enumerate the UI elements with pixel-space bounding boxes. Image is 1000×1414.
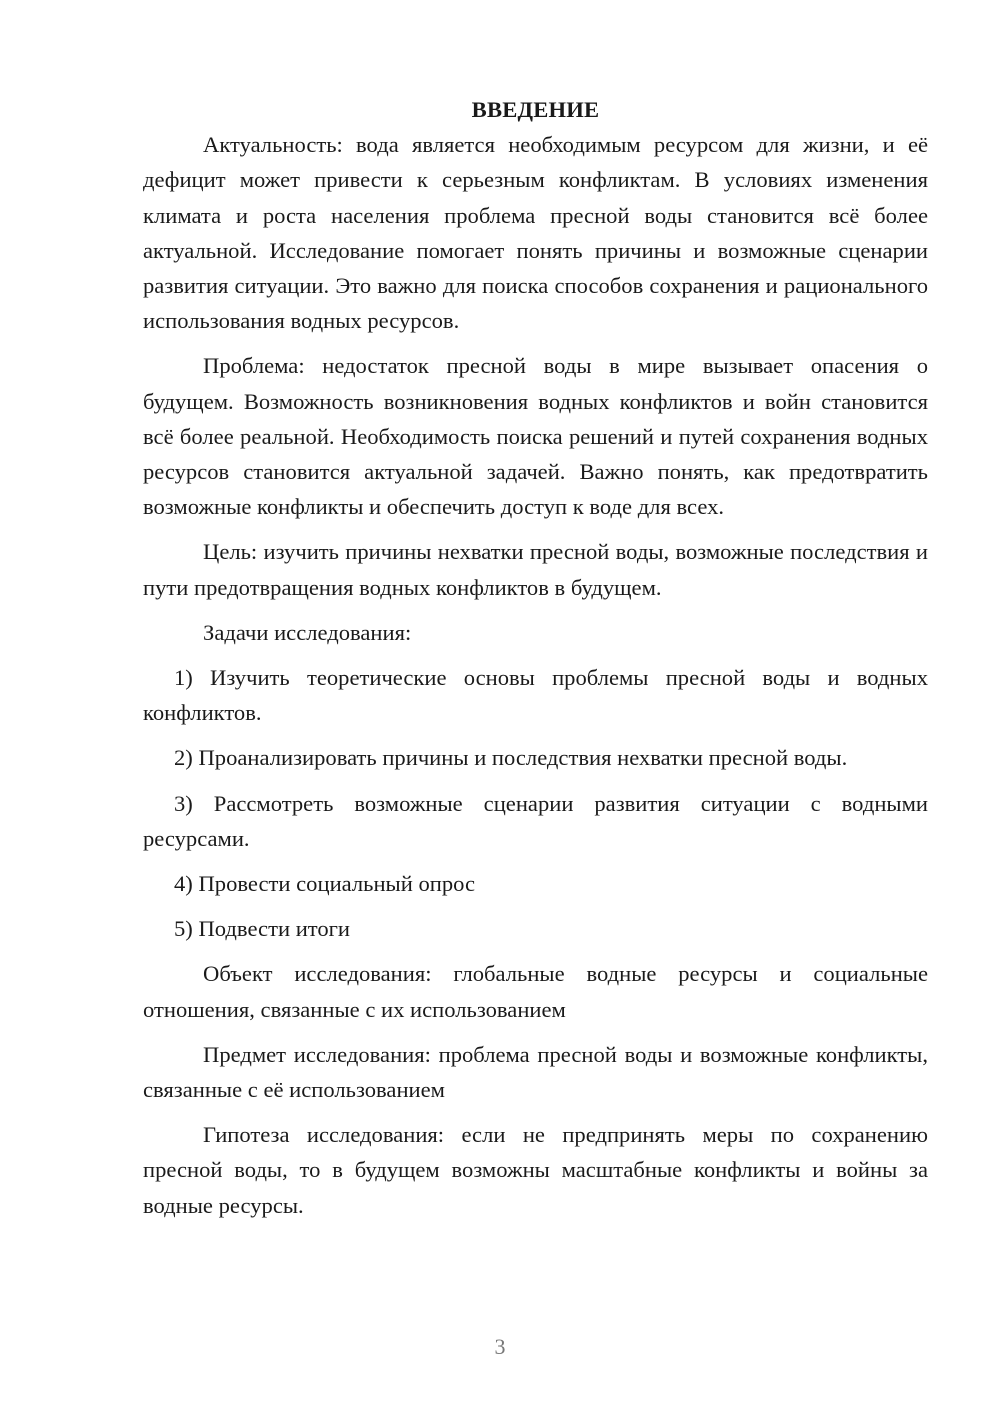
page-heading: ВВЕДЕНИЕ bbox=[471, 97, 600, 122]
subject-paragraph: Предмет исследования: проблема пресной воды и возможные конфликты, связанные с её использованием bbox=[143, 1041, 928, 1103]
task-item: 1) Изучить теоретические основы проблемы пресной воды и водных конфликтов. bbox=[143, 665, 928, 726]
hypothesis-paragraph: Гипотеза исследования: если не предпринять меры по сохранению пресной воды, то в будущем возможны масштабные конфликты и войны за водные ресурсы. bbox=[143, 1122, 928, 1218]
page-number: 3 bbox=[494, 1334, 506, 1359]
problem-paragraph: Проблема: недостаток пресной воды в мире вызывает опасения о будущем. Возможность возникновения водных конфликтов и войн становится всё более реальной. Необходимость поиска решений и путей сохранения водных ресурсов становится актуальной задачей. Важно понять, как предотвратить возможные конфликты и обеспечить доступ к воде для всех. bbox=[143, 353, 928, 520]
tasks-heading: Задачи исследования: bbox=[203, 619, 412, 645]
goal-paragraph: Цель: изучить причины нехватки пресной воды, возможные последствия и пути предотвращения водных конфликтов в будущем. bbox=[143, 539, 928, 600]
task-item: 2) Проанализировать причины и последствия нехватки пресной воды. bbox=[174, 745, 848, 771]
task-item: 5) Подвести итоги bbox=[174, 916, 351, 942]
task-item: 3) Рассмотреть возможные сценарии развития ситуации с водными ресурсами. bbox=[143, 790, 928, 851]
object-paragraph: Объект исследования: глобальные водные ресурсы и социальные отношения, связанные с их использованием bbox=[143, 961, 928, 1022]
relevance-paragraph: Актуальность: вода является необходимым ресурсом для жизни, и её дефицит может привести к серьезным конфликтам. В условиях изменения климата и роста населения проблема пресной воды становится всё более актуальной. Исследование помогает понять причины и возможные сценарии развития ситуации. Это важно для поиска способов сохранения и рационального использования водных ресурсов. bbox=[143, 132, 928, 334]
page-content bbox=[143, 92, 928, 1223]
task-item: 4) Провести социальный опрос bbox=[174, 871, 476, 897]
